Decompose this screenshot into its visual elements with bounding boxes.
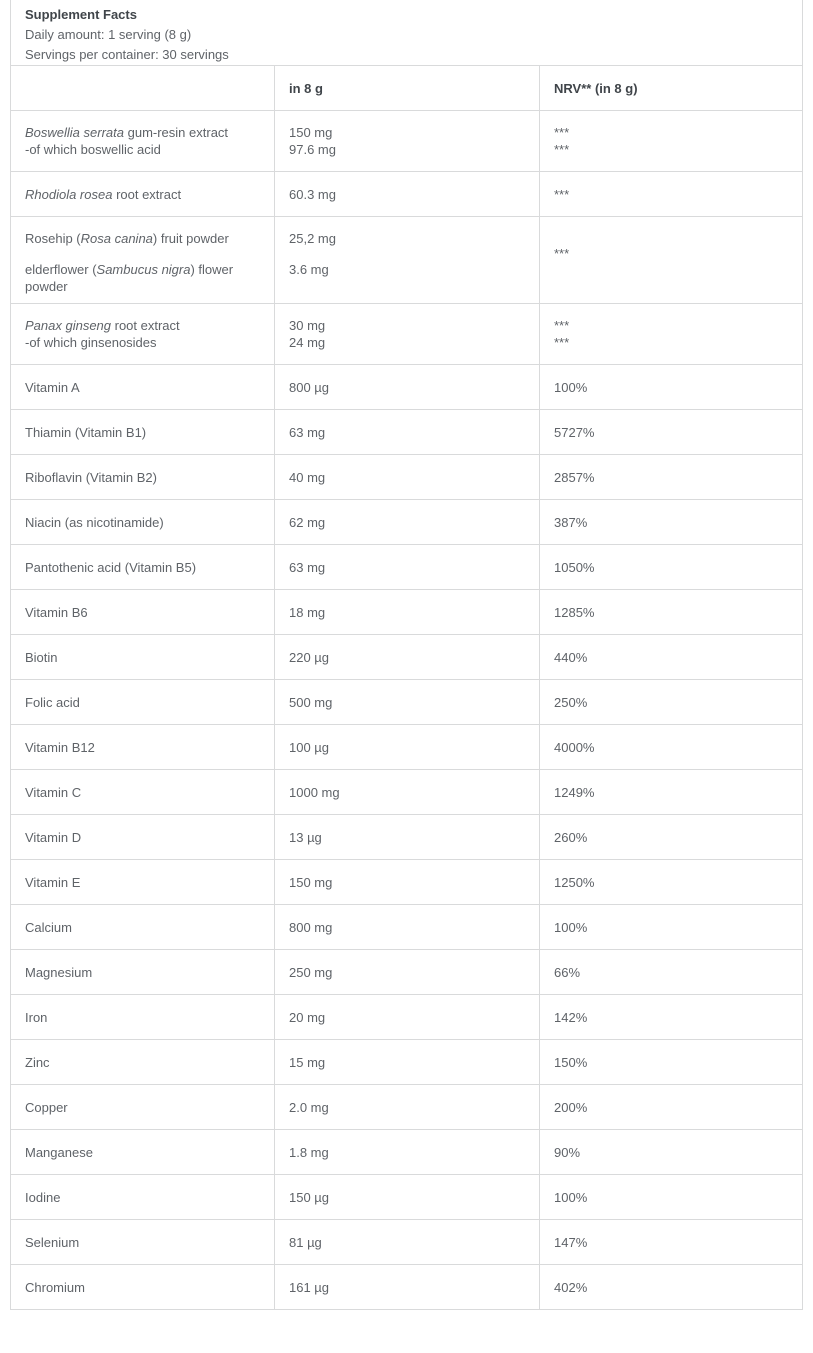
ingredient-name: Chromium	[25, 1279, 85, 1295]
amount-cell	[274, 500, 539, 544]
ingredient-cell	[11, 1265, 274, 1309]
ingredient-name: -of which boswellic acid	[25, 142, 161, 157]
ingredient-cell	[11, 217, 274, 303]
ingredient-cell	[11, 860, 274, 904]
ingredient-cell	[11, 1130, 274, 1174]
ingredient-name: Panax ginseng root extract	[25, 318, 180, 333]
ingredient-cell	[11, 1040, 274, 1084]
nrv-value: ***	[554, 186, 570, 202]
table-row	[11, 590, 802, 635]
amount-cell	[274, 590, 539, 634]
table-row	[11, 680, 802, 725]
header-ingredient-cell	[11, 66, 274, 110]
nrv-cell	[539, 1175, 802, 1219]
table-row	[11, 455, 802, 500]
ingredient-cell	[11, 304, 274, 364]
ingredient-cell	[11, 635, 274, 679]
amount-value: 20 mg	[289, 1009, 326, 1025]
nrv-cell	[539, 1130, 802, 1174]
nrv-value: ***	[554, 318, 570, 333]
table-header-row	[11, 66, 802, 111]
amount-value: 1000 mg	[289, 784, 340, 800]
table-row	[11, 410, 802, 455]
header-amount-label: in 8 g	[289, 80, 323, 96]
table-row	[11, 995, 802, 1040]
nrv-value: 150%	[554, 1054, 588, 1070]
amount-value: 2.0 mg	[289, 1099, 329, 1115]
nrv-value: 440%	[554, 649, 588, 665]
amount-cell	[274, 860, 539, 904]
nrv-cell	[539, 111, 802, 171]
servings-per-container-text: Servings per container: 30 servings	[25, 47, 229, 62]
nrv-cell	[539, 1220, 802, 1264]
ingredient-cell	[11, 545, 274, 589]
ingredient-cell	[11, 680, 274, 724]
nrv-cell	[539, 410, 802, 454]
ingredient-name: Iodine	[25, 1189, 61, 1205]
amount-cell	[274, 217, 539, 303]
facts-title: Supplement Facts	[25, 7, 137, 22]
amount-cell	[274, 950, 539, 994]
amount-cell	[274, 365, 539, 409]
ingredient-cell	[11, 905, 274, 949]
amount-value: 500 mg	[289, 694, 333, 710]
facts-table-body	[11, 111, 802, 1310]
ingredient-name: Riboflavin (Vitamin B2)	[25, 469, 157, 485]
ingredient-name: Vitamin D	[25, 829, 82, 845]
nrv-cell	[539, 905, 802, 949]
amount-cell	[274, 635, 539, 679]
nrv-cell	[539, 217, 802, 303]
table-row	[11, 635, 802, 680]
amount-value: 150 mg	[289, 874, 333, 890]
amount-cell	[274, 995, 539, 1039]
ingredient-cell	[11, 815, 274, 859]
nrv-cell	[539, 725, 802, 769]
amount-cell	[274, 304, 539, 364]
header-nrv-label: NRV** (in 8 g)	[554, 80, 638, 96]
amount-value: 15 mg	[289, 1054, 326, 1070]
table-row	[11, 217, 802, 304]
nrv-cell	[539, 635, 802, 679]
table-row	[11, 172, 802, 217]
nrv-value: 5727%	[554, 424, 595, 440]
nrv-value: ***	[554, 335, 570, 350]
amount-value: 800 mg	[289, 919, 333, 935]
amount-cell	[274, 815, 539, 859]
table-row	[11, 770, 802, 815]
amount-value: 63 mg	[289, 424, 326, 440]
table-row	[11, 1040, 802, 1085]
ingredient-name: Rosehip (Rosa canina) fruit powder	[25, 231, 229, 246]
amount-value: 150 µg	[289, 1189, 330, 1205]
table-row	[11, 950, 802, 995]
ingredient-cell	[11, 770, 274, 814]
ingredient-name: Boswellia serrata gum-resin extract	[25, 125, 229, 140]
amount-value: 25,2 mg	[289, 231, 336, 246]
ingredient-name: Pantothenic acid (Vitamin B5)	[25, 559, 197, 575]
ingredient-cell	[11, 590, 274, 634]
table-row	[11, 1130, 802, 1175]
amount-cell	[274, 1040, 539, 1084]
nrv-value: 66%	[554, 964, 581, 980]
header-nrv-cell	[539, 66, 802, 110]
nrv-cell	[539, 770, 802, 814]
nrv-value: 200%	[554, 1099, 588, 1115]
amount-cell	[274, 1085, 539, 1129]
nrv-cell	[539, 950, 802, 994]
ingredient-name: Rhodiola rosea root extract	[25, 186, 182, 202]
ingredient-name: Folic acid	[25, 694, 80, 710]
amount-cell	[274, 770, 539, 814]
header-amount-cell	[274, 66, 539, 110]
nrv-cell	[539, 500, 802, 544]
facts-container	[10, 0, 803, 1310]
nrv-value: ***	[554, 142, 570, 157]
amount-cell	[274, 1130, 539, 1174]
nrv-value: 1050%	[554, 559, 595, 575]
nrv-value: 142%	[554, 1009, 588, 1025]
nrv-cell	[539, 365, 802, 409]
amount-cell	[274, 1220, 539, 1264]
amount-value: 18 mg	[289, 604, 326, 620]
ingredient-name: Thiamin (Vitamin B1)	[25, 424, 147, 440]
ingredient-name: Iron	[25, 1009, 48, 1025]
amount-value: 800 µg	[289, 379, 330, 395]
amount-cell	[274, 725, 539, 769]
nrv-cell	[539, 1265, 802, 1309]
nrv-cell	[539, 860, 802, 904]
table-row	[11, 1175, 802, 1220]
ingredient-cell	[11, 950, 274, 994]
amount-value: 3.6 mg	[289, 262, 329, 277]
table-row	[11, 1265, 802, 1310]
table-row	[11, 111, 802, 172]
nrv-value: 260%	[554, 829, 588, 845]
table-row	[11, 365, 802, 410]
nrv-value: ***	[554, 246, 570, 261]
nrv-cell	[539, 455, 802, 499]
amount-value: 13 µg	[289, 829, 322, 845]
daily-amount-text: Daily amount: 1 serving (8 g)	[25, 27, 192, 42]
ingredient-name: Vitamin A	[25, 379, 80, 395]
nrv-cell	[539, 304, 802, 364]
nrv-value: 147%	[554, 1234, 588, 1250]
ingredient-name: -of which ginsenosides	[25, 335, 157, 350]
nrv-cell	[539, 1040, 802, 1084]
table-row	[11, 725, 802, 770]
nrv-value: 250%	[554, 694, 588, 710]
nrv-value: 100%	[554, 919, 588, 935]
amount-value: 1.8 mg	[289, 1144, 329, 1160]
table-row	[11, 905, 802, 950]
nrv-cell	[539, 172, 802, 216]
table-row	[11, 500, 802, 545]
nrv-value: 1285%	[554, 604, 595, 620]
ingredient-name: Vitamin B6	[25, 604, 88, 620]
ingredient-cell	[11, 172, 274, 216]
amount-value: 63 mg	[289, 559, 326, 575]
nrv-value: 1250%	[554, 874, 595, 890]
table-row	[11, 860, 802, 905]
nrv-cell	[539, 545, 802, 589]
amount-value: 220 µg	[289, 649, 330, 665]
nrv-value: 4000%	[554, 739, 595, 755]
ingredient-cell	[11, 725, 274, 769]
amount-cell	[274, 545, 539, 589]
nrv-value: 2857%	[554, 469, 595, 485]
amount-cell	[274, 410, 539, 454]
ingredient-name: Manganese	[25, 1144, 93, 1160]
amount-cell	[274, 172, 539, 216]
amount-value: 24 mg	[289, 335, 326, 350]
amount-value: 250 mg	[289, 964, 333, 980]
nrv-value: 402%	[554, 1279, 588, 1295]
table-row	[11, 545, 802, 590]
ingredient-name: Copper	[25, 1099, 68, 1115]
nrv-value: 1249%	[554, 784, 595, 800]
nrv-value: 90%	[554, 1144, 581, 1160]
nrv-cell	[539, 680, 802, 724]
ingredient-cell	[11, 455, 274, 499]
ingredient-name: Vitamin E	[25, 874, 81, 890]
ingredient-name: Vitamin B12	[25, 739, 95, 755]
nrv-cell	[539, 590, 802, 634]
amount-cell	[274, 1175, 539, 1219]
amount-value: 30 mg	[289, 318, 326, 333]
amount-value: 100 µg	[289, 739, 330, 755]
amount-value: 150 mg	[289, 125, 333, 140]
ingredient-cell	[11, 995, 274, 1039]
facts-header-block	[11, 0, 802, 66]
ingredient-name: Vitamin C	[25, 784, 82, 800]
ingredient-name: Niacin (as nicotinamide)	[25, 514, 164, 530]
ingredient-cell	[11, 365, 274, 409]
amount-value: 97.6 mg	[289, 142, 336, 157]
nrv-value: ***	[554, 125, 570, 140]
nrv-cell	[539, 1085, 802, 1129]
ingredient-cell	[11, 1220, 274, 1264]
ingredient-cell	[11, 111, 274, 171]
ingredient-cell	[11, 1175, 274, 1219]
ingredient-cell	[11, 1085, 274, 1129]
ingredient-name: elderflower (Sambucus nigra) flower powder	[25, 262, 234, 294]
ingredient-name: Zinc	[25, 1054, 50, 1070]
ingredient-name: Selenium	[25, 1234, 80, 1250]
amount-cell	[274, 905, 539, 949]
ingredient-name: Magnesium	[25, 964, 93, 980]
ingredient-cell	[11, 410, 274, 454]
amount-cell	[274, 455, 539, 499]
amount-cell	[274, 1265, 539, 1309]
table-row	[11, 1220, 802, 1265]
amount-value: 60.3 mg	[289, 186, 336, 202]
ingredient-name: Biotin	[25, 649, 58, 665]
nrv-cell	[539, 815, 802, 859]
amount-value: 161 µg	[289, 1279, 330, 1295]
ingredient-cell	[11, 500, 274, 544]
nrv-value: 387%	[554, 514, 588, 530]
table-row	[11, 304, 802, 365]
table-row	[11, 815, 802, 860]
ingredient-name: Calcium	[25, 919, 72, 935]
nrv-value: 100%	[554, 379, 588, 395]
amount-value: 62 mg	[289, 514, 326, 530]
nrv-cell	[539, 995, 802, 1039]
amount-value: 40 mg	[289, 469, 326, 485]
amount-cell	[274, 680, 539, 724]
amount-cell	[274, 111, 539, 171]
amount-value: 81 µg	[289, 1234, 322, 1250]
nrv-value: 100%	[554, 1189, 588, 1205]
table-row	[11, 1085, 802, 1130]
